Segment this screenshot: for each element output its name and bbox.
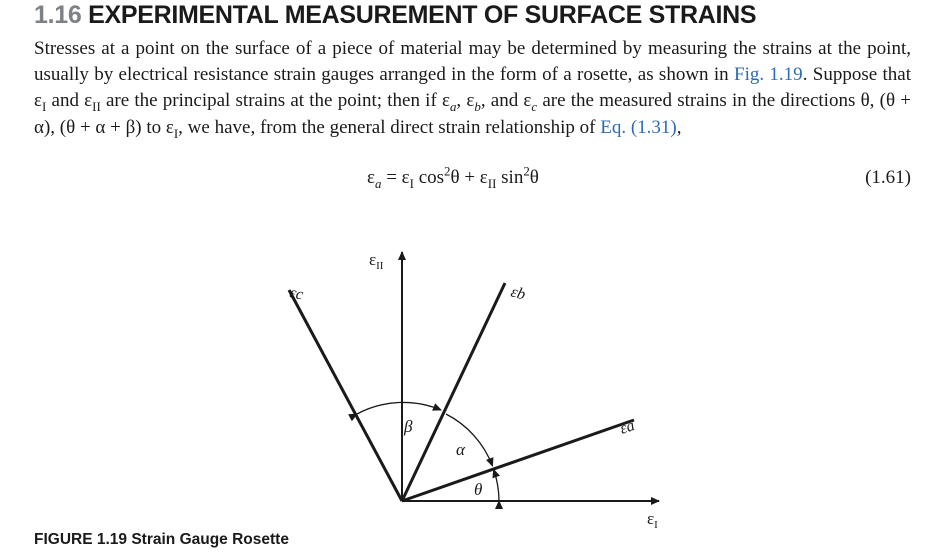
label-eps-I: $\varepsilon_I$ [647,509,658,530]
label-eps-II: $\varepsilon_{II}$ [369,250,384,272]
section-number: 1.16 [34,1,82,29]
section-title: EXPERIMENTAL MEASUREMENT OF SURFACE STRAINS [88,1,757,29]
label-theta: θ [474,480,483,499]
eq-part: cos [413,167,445,188]
gauge-line-b [402,283,505,501]
eq-superscript: 2 [523,163,530,179]
subscript: b [474,99,481,115]
text-span: and ε [46,90,93,112]
text-span: are the measured strains in the directions θ, (θ + α), (θ + α + β) to ε [34,90,911,138]
equation-number: (1.61) [865,167,911,188]
subscript: c [531,99,538,115]
text-span: Stresses at a point on the surface of a piece of material may be determined by measuring the strains at the point, usually by electrical resistance strain gauges arranged in the form of a rosette, as shown in [34,38,911,86]
label-alpha: α [456,440,465,459]
eq-subscript: a [374,175,382,191]
label-eps-b: εb [508,283,528,304]
figure-link[interactable]: Fig. 1.19 [734,64,803,86]
label-eps-a: εa [617,417,637,438]
label-eps-c: εc [288,284,305,304]
text-span: , and ε [480,90,532,112]
eq-part: sin [496,167,524,188]
eq-part: ε [367,167,375,188]
figure-caption: FIGURE 1.19 Strain Gauge Rosette [34,531,289,548]
equation-link[interactable]: Eq. (1.31) [600,116,677,138]
body-paragraph [34,36,911,141]
theta-arc [494,470,499,502]
label-beta: β [404,417,413,436]
beta-arc [357,402,441,414]
equation-1-61 [0,163,939,195]
eq-part: θ [529,167,539,188]
text-span: , ε [456,90,475,112]
alpha-arc [446,414,493,466]
eq-subscript: II [487,175,497,191]
section-heading [34,0,756,30]
text-span: , we have, from the general direct strain relationship of [178,116,601,138]
subscript: I [41,99,47,115]
subscript: a [449,99,457,115]
text-span: are the principal strains at the point; then if ε [100,90,450,112]
eq-superscript: 2 [444,163,451,179]
eq-subscript: I [409,175,414,191]
gauge-line-a [402,420,634,501]
eq-part: = ε [381,167,410,188]
strain-gauge-rosette-diagram [0,230,939,530]
text-span: . Suppose that ε [34,64,911,112]
gauge-line-c [289,290,402,501]
eq-part: θ + ε [450,167,488,188]
subscript: I [173,125,179,141]
subscript: II [92,99,101,115]
equation-body [367,163,539,191]
text-span: , [676,116,682,138]
